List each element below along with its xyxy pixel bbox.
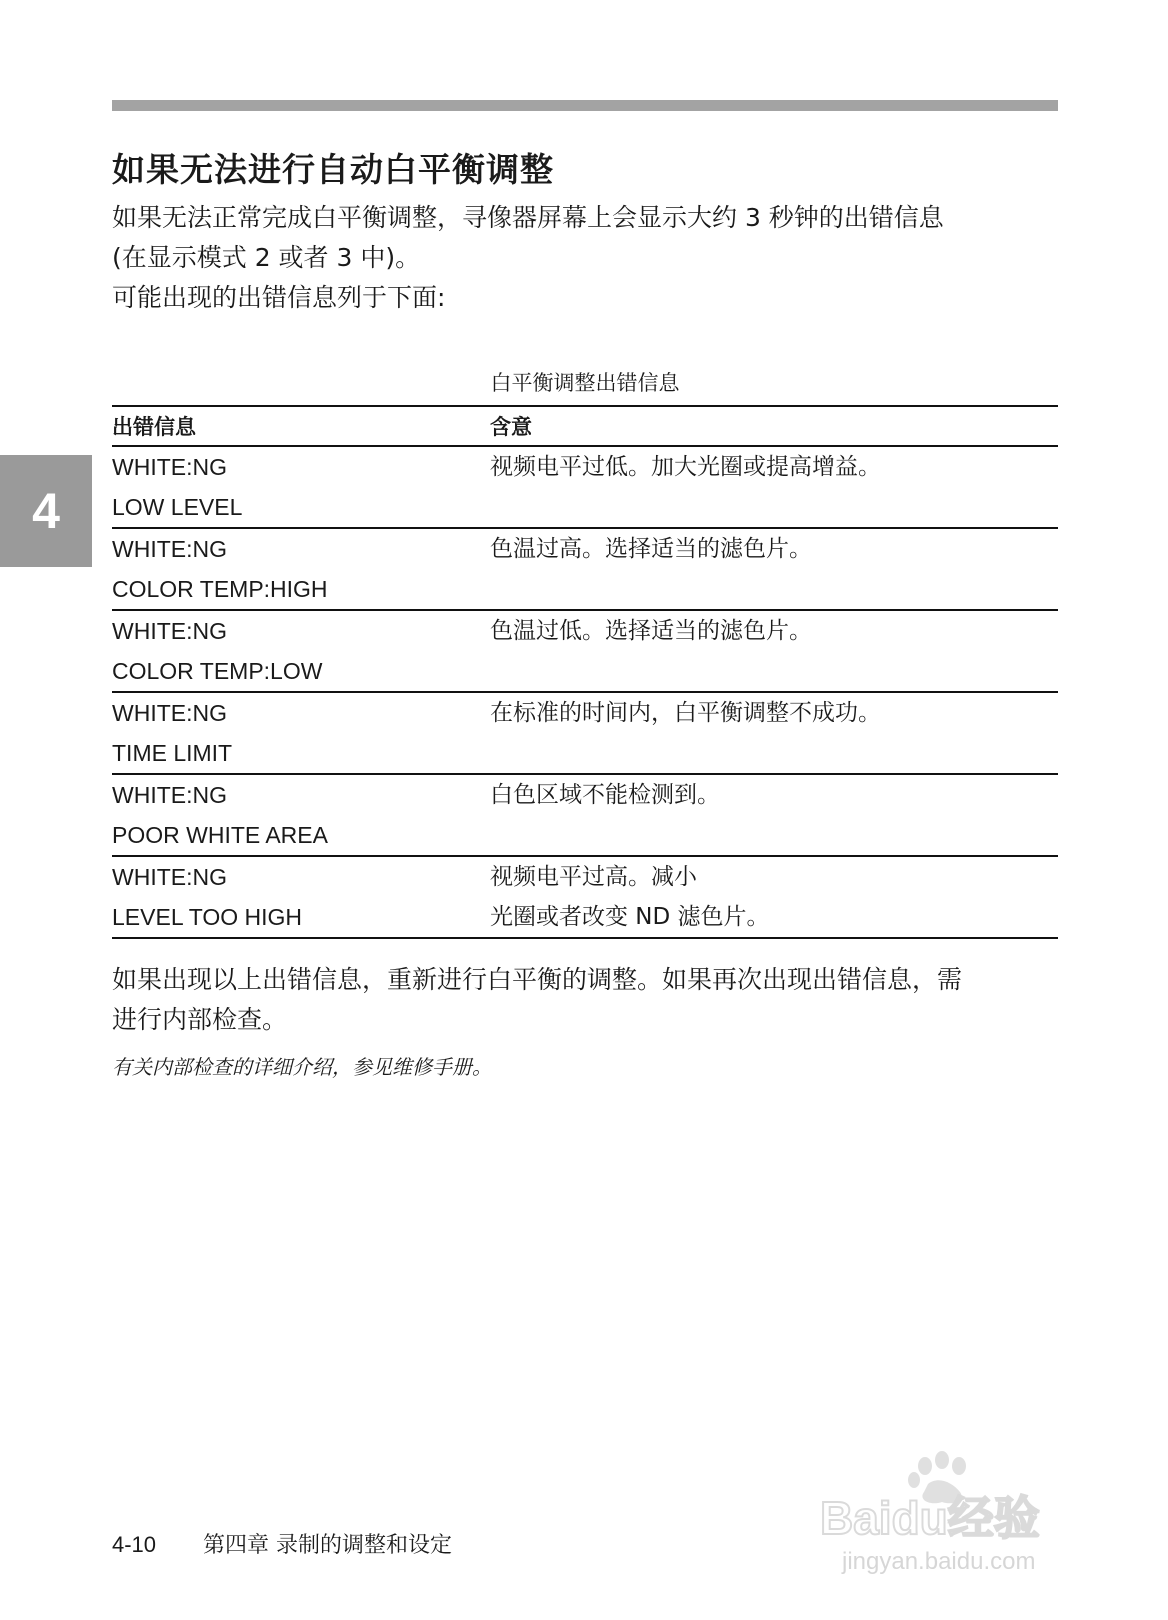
meaning-cell	[490, 692, 1058, 774]
meaning-cell	[490, 446, 1058, 528]
error-detail-line: LEVEL TOO HIGH	[112, 904, 303, 930]
meaning-line: 色温过高。选择适当的滤色片。	[490, 536, 812, 562]
error-code-line: WHITE:NG	[112, 864, 227, 890]
maintenance-note: 有关内部检查的详细介绍，参见维修手册。	[112, 1055, 492, 1079]
table-row	[112, 856, 1058, 938]
error-message-cell	[112, 446, 490, 528]
follow-up-line: 进行内部检查。	[112, 1005, 288, 1034]
error-message-cell	[112, 692, 490, 774]
page-number: 4-10	[112, 1532, 157, 1557]
error-message-cell	[112, 856, 490, 938]
error-message-cell	[112, 610, 490, 692]
baidu-paw-logo-icon	[820, 1448, 1090, 1548]
error-code-line: WHITE:NG	[112, 618, 227, 644]
meaning-line: 在标准的时间内，白平衡调整不成功。	[490, 700, 881, 726]
table-row	[112, 692, 1058, 774]
error-detail-line: TIME LIMIT	[112, 740, 233, 766]
error-code-line: WHITE:NG	[112, 454, 227, 480]
intro-line: 如果无法正常完成白平衡调整，寻像器屏幕上会显示大约 3 秒钟的出错信息	[112, 203, 944, 232]
meaning-line: 光圈或者改变 ND 滤色片。	[490, 904, 770, 930]
error-detail-line: LOW LEVEL	[112, 494, 243, 520]
chapter-tab-number: 4	[32, 483, 60, 539]
follow-up-text	[112, 960, 1072, 1040]
table-row	[112, 774, 1058, 856]
error-detail-line: COLOR TEMP:LOW	[112, 658, 323, 684]
baidu-watermark	[820, 1448, 1090, 1588]
table-header-row	[112, 406, 1058, 446]
table-row	[112, 610, 1058, 692]
error-code-line: WHITE:NG	[112, 782, 227, 808]
watermark-url: jingyan.baidu.com	[842, 1548, 1036, 1575]
meaning-line: 视频电平过高。减小	[490, 864, 697, 890]
section-title: 如果无法进行自动白平衡调整	[112, 150, 554, 189]
table-row	[112, 446, 1058, 528]
error-message-cell	[112, 528, 490, 610]
error-code-line: WHITE:NG	[112, 700, 227, 726]
error-message-cell	[112, 774, 490, 856]
top-rule	[112, 100, 1058, 111]
intro-line: (在显示模式 2 或者 3 中)。	[112, 243, 421, 272]
meaning-cell	[490, 528, 1058, 610]
table-caption: 白平衡调整出错信息	[490, 371, 680, 395]
error-detail-line: COLOR TEMP:HIGH	[112, 576, 328, 602]
error-detail-line: POOR WHITE AREA	[112, 822, 328, 848]
chapter-tab	[0, 455, 92, 567]
table-row	[112, 528, 1058, 610]
meaning-cell	[490, 774, 1058, 856]
meaning-line: 色温过低。选择适当的滤色片。	[490, 618, 812, 644]
intro-text	[112, 198, 1072, 318]
column-header-meaning: 含意	[490, 406, 1058, 446]
chapter-label: 第四章 录制的调整和设定	[203, 1533, 453, 1558]
error-message-table	[112, 405, 1058, 939]
meaning-cell	[490, 610, 1058, 692]
column-header-message: 出错信息	[112, 406, 490, 446]
svg-text:Baidu经验: Baidu经验	[820, 1492, 1040, 1544]
page-footer	[112, 1530, 452, 1561]
meaning-line: 视频电平过低。加大光圈或提高增益。	[490, 454, 881, 480]
intro-line: 可能出现的出错信息列于下面:	[112, 283, 446, 312]
meaning-cell	[490, 856, 1058, 938]
meaning-line: 白色区域不能检测到。	[490, 782, 720, 808]
error-code-line: WHITE:NG	[112, 536, 227, 562]
follow-up-line: 如果出现以上出错信息，重新进行白平衡的调整。如果再次出现出错信息，需	[112, 965, 963, 994]
